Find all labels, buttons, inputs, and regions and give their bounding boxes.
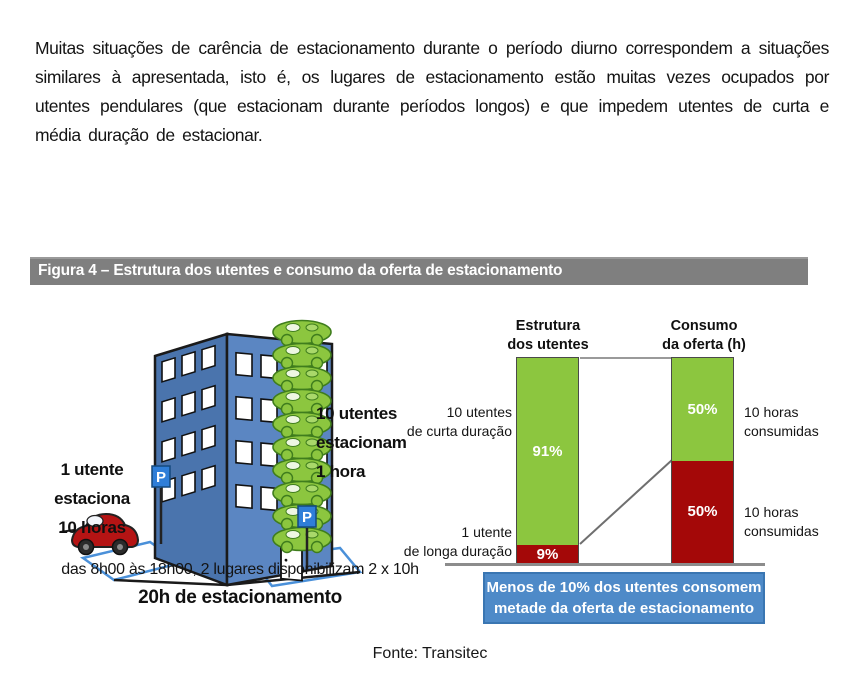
bar-left-red-segment bbox=[517, 545, 578, 563]
figure-caption-bar: Figura 4 – Estrutura dos utentes e consumo da oferta de estacionamento bbox=[30, 257, 808, 285]
svg-text:P: P bbox=[155, 469, 167, 486]
bar-right-green-segment bbox=[672, 358, 733, 461]
bar-consumo-da-oferta bbox=[671, 357, 734, 564]
bar-estrutura-dos-utentes bbox=[516, 357, 579, 564]
label-ten-users: 10 utentes estacionam 1 hora bbox=[316, 404, 407, 481]
label-long-duration-user: 1 utente de longa duração bbox=[403, 524, 512, 559]
chart-column-header-consumption: Consumo da oferta (h) bbox=[662, 318, 746, 353]
illustration-caption-line1: das 8h00 às 18h00, 2 lugares disponibilizam 2 x 10h bbox=[61, 561, 419, 578]
bar-right-red-segment bbox=[672, 461, 733, 564]
bar-left-red-value: 9% bbox=[536, 545, 559, 563]
label-short-duration-users: 10 utentes de curta duração bbox=[406, 404, 512, 439]
chart-column-header-structure: Estrutura dos utentes bbox=[507, 318, 589, 353]
bar-left-green-value: 91% bbox=[532, 443, 563, 460]
chart-annotation-box bbox=[483, 572, 765, 624]
label-hours-consumed-top: 10 horas consumidas bbox=[744, 404, 819, 439]
bar-right-green-value: 50% bbox=[687, 400, 718, 418]
bar-right-red-value: 50% bbox=[687, 503, 718, 521]
annotation-line2: metade da oferta de estacionamento bbox=[493, 600, 755, 617]
figure-source: Fonte: Transitec bbox=[372, 645, 488, 662]
intro-paragraph: Muitas situações de carência de estacionamento durante o período diurno correspondem a situações similares à apresentada, isto é, os lugares de estacionamento estão muitas vezes ocupados por utentes pendulares (que estacionam durante períodos longos) e que impedem utentes de curta e média duração de estacionar. bbox=[35, 38, 829, 145]
svg-text:P: P bbox=[301, 509, 313, 526]
label-one-user: 1 utente estaciona 10 horas bbox=[54, 460, 130, 537]
chart-baseline bbox=[445, 563, 765, 566]
bar-left-green-segment bbox=[517, 358, 578, 545]
illustration-caption-line2: 20h de estacionamento bbox=[138, 587, 342, 608]
label-hours-consumed-bottom: 10 horas consumidas bbox=[744, 504, 819, 539]
annotation-line1: Menos de 10% dos utentes consomem bbox=[486, 579, 762, 596]
